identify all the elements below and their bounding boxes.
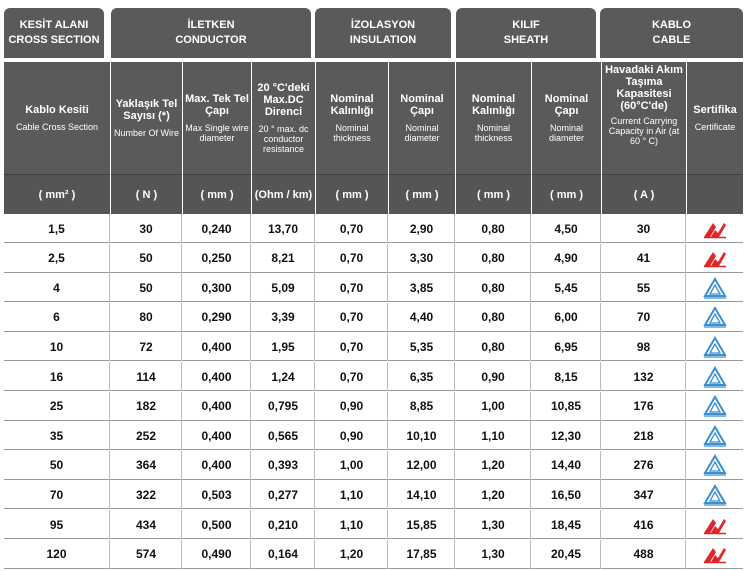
table-row	[4, 244, 743, 273]
column-header-sheath-thickness	[456, 62, 531, 214]
table-cell: 0,565	[252, 421, 315, 450]
table-cell: 0,277	[252, 480, 315, 509]
table-cell: 1,24	[252, 362, 315, 391]
table-cell: 0,90	[456, 362, 531, 391]
column-title: 20 °C'deki Max.DC Direnci	[257, 82, 310, 118]
blue-certificate-icon	[687, 421, 743, 450]
column-unit: ( mm² )	[4, 174, 110, 214]
table-cell: 50	[4, 451, 110, 480]
column-subtitle: Max Single wire diameter	[185, 123, 249, 143]
column-title: Sertifika	[693, 104, 737, 116]
table-cell: 6	[4, 303, 110, 332]
table-row	[4, 480, 743, 509]
table-cell: 55	[602, 273, 686, 302]
table-cell: 1,5	[4, 214, 110, 243]
column-unit: ( mm )	[183, 174, 251, 214]
table-cell: 95	[4, 510, 110, 539]
group-header-cross-section	[4, 8, 104, 58]
column-subtitle: Cable Cross Section	[15, 122, 99, 132]
table-cell: 0,250	[183, 244, 251, 273]
red-certificate-icon	[687, 214, 743, 243]
group-header-conductor	[111, 8, 311, 58]
table-cell: 0,70	[316, 303, 388, 332]
column-header-current-capacity	[602, 62, 686, 214]
table-cell: 0,240	[183, 214, 251, 243]
table-cell: 1,95	[252, 332, 315, 361]
table-cell: 0,795	[252, 392, 315, 421]
column-header-insulation-thickness	[316, 62, 388, 214]
table-cell: 1,20	[316, 540, 388, 569]
table-cell: 20,45	[532, 540, 601, 569]
table-cell: 322	[111, 480, 182, 509]
table-cell: 80	[111, 303, 182, 332]
red-certificate-icon	[687, 510, 743, 539]
table-cell: 132	[602, 362, 686, 391]
column-title: Max. Tek Tel Çapı	[185, 93, 249, 117]
table-cell: 1,10	[456, 421, 531, 450]
group-header-line2: INSULATION	[349, 34, 417, 46]
table-cell: 0,70	[316, 244, 388, 273]
table-cell: 0,490	[183, 540, 251, 569]
column-title: Yaklaşık Tel Sayısı (*)	[115, 98, 178, 122]
table-cell: 0,300	[183, 273, 251, 302]
table-cell: 70	[602, 303, 686, 332]
table-row	[4, 392, 743, 421]
table-cell: 14,10	[389, 480, 455, 509]
table-row	[4, 214, 743, 243]
table-cell: 0,400	[183, 451, 251, 480]
table-cell: 18,45	[532, 510, 601, 539]
table-cell: 4,50	[532, 214, 601, 243]
group-header-line2: CABLE	[652, 34, 691, 46]
column-header-row	[4, 62, 743, 214]
column-title: Nominal Kalınlığı	[471, 93, 516, 117]
column-title: Kablo Kesiti	[25, 104, 89, 116]
table-cell: 3,85	[389, 273, 455, 302]
table-cell: 10,85	[532, 392, 601, 421]
table-cell: 1,00	[316, 451, 388, 480]
table-cell: 98	[602, 332, 686, 361]
table-cell: 41	[602, 244, 686, 273]
table-cell: 30	[602, 214, 686, 243]
table-cell: 1,20	[456, 451, 531, 480]
group-header-cable	[600, 8, 743, 58]
table-cell: 0,80	[456, 214, 531, 243]
table-cell: 1,00	[456, 392, 531, 421]
table-cell: 8,85	[389, 392, 455, 421]
group-header-line1: KESİT ALANI	[19, 19, 89, 31]
table-cell: 218	[602, 421, 686, 450]
table-cell: 114	[111, 362, 182, 391]
column-unit: ( N )	[111, 174, 182, 214]
column-title: Nominal Çapı	[400, 93, 444, 117]
blue-certificate-icon	[687, 392, 743, 421]
table-row	[4, 362, 743, 391]
blue-certificate-icon	[687, 362, 743, 391]
table-row	[4, 510, 743, 539]
table-cell: 1,30	[456, 540, 531, 569]
table-cell: 14,40	[532, 451, 601, 480]
table-cell: 72	[111, 332, 182, 361]
table-cell: 2,90	[389, 214, 455, 243]
table-cell: 0,290	[183, 303, 251, 332]
blue-certificate-icon	[687, 451, 743, 480]
column-header-wire-count	[111, 62, 182, 214]
table-cell: 5,45	[532, 273, 601, 302]
column-subtitle: Nominal diameter	[548, 123, 584, 143]
table-cell: 5,35	[389, 332, 455, 361]
table-cell: 8,15	[532, 362, 601, 391]
table-cell: 0,80	[456, 303, 531, 332]
group-header-line1: KABLO	[651, 19, 692, 31]
column-subtitle: Current Carrying Capacity in Air (at 60 ° C)	[608, 116, 680, 146]
group-header-insulation	[315, 8, 451, 58]
table-cell: 252	[111, 421, 182, 450]
table-cell: 10	[4, 332, 110, 361]
table-cell: 574	[111, 540, 182, 569]
column-unit: ( mm )	[532, 174, 601, 214]
table-row	[4, 332, 743, 361]
table-cell: 0,400	[183, 392, 251, 421]
table-cell: 1,20	[456, 480, 531, 509]
table-cell: 176	[602, 392, 686, 421]
column-unit: ( A )	[602, 174, 686, 214]
table-cell: 0,70	[316, 362, 388, 391]
red-certificate-icon	[687, 540, 743, 569]
table-row	[4, 451, 743, 480]
table-cell: 1,30	[456, 510, 531, 539]
column-unit: (Ohm / km)	[252, 174, 315, 214]
table-cell: 30	[111, 214, 182, 243]
table-cell: 8,21	[252, 244, 315, 273]
table-row	[4, 303, 743, 332]
table-cell: 3,39	[252, 303, 315, 332]
table-cell: 0,90	[316, 392, 388, 421]
table-cell: 4,90	[532, 244, 601, 273]
column-unit: ( mm )	[456, 174, 531, 214]
blue-certificate-icon	[687, 303, 743, 332]
group-header-line2: CONDUCTOR	[175, 34, 247, 46]
column-header-certificate	[687, 62, 743, 214]
table-cell: 0,80	[456, 332, 531, 361]
column-subtitle: 20 ° max. dc conductor resistance	[258, 124, 309, 154]
table-cell: 12,30	[532, 421, 601, 450]
table-cell: 0,400	[183, 362, 251, 391]
table-cell: 0,500	[183, 510, 251, 539]
column-unit: ( mm )	[316, 174, 388, 214]
group-header-line2: SHEATH	[503, 34, 549, 46]
table-cell: 488	[602, 540, 686, 569]
table-cell: 0,70	[316, 332, 388, 361]
table-cell: 15,85	[389, 510, 455, 539]
table-cell: 0,70	[316, 214, 388, 243]
table-cell: 6,95	[532, 332, 601, 361]
column-subtitle: Certificate	[694, 122, 736, 132]
column-title: Nominal Kalınlığı	[330, 93, 374, 117]
table-cell: 2,5	[4, 244, 110, 273]
table-cell: 0,80	[456, 244, 531, 273]
group-header-line1: İLETKEN	[187, 19, 235, 31]
table-cell: 1,10	[316, 480, 388, 509]
column-subtitle: Nominal diameter	[404, 123, 440, 143]
table-cell: 70	[4, 480, 110, 509]
table-cell: 35	[4, 421, 110, 450]
group-header-line2: CROSS SECTION	[8, 34, 100, 46]
table-cell: 1,10	[316, 510, 388, 539]
table-cell: 276	[602, 451, 686, 480]
table-cell: 0,70	[316, 273, 388, 302]
group-header-line1: İZOLASYON	[350, 19, 416, 31]
table-cell: 50	[111, 273, 182, 302]
table-cell: 13,70	[252, 214, 315, 243]
column-unit: ( mm )	[389, 174, 455, 214]
table-cell: 6,00	[532, 303, 601, 332]
table-cell: 416	[602, 510, 686, 539]
red-certificate-icon	[687, 244, 743, 273]
table-cell: 0,400	[183, 421, 251, 450]
table-cell: 16,50	[532, 480, 601, 509]
column-header-wire-diameter	[183, 62, 251, 214]
column-subtitle: Nominal thickness	[333, 123, 371, 143]
column-header-sheath-diameter	[532, 62, 601, 214]
table-cell: 3,30	[389, 244, 455, 273]
column-subtitle: Nominal thickness	[474, 123, 513, 143]
table-cell: 6,35	[389, 362, 455, 391]
group-header-line1: KILIF	[512, 19, 540, 31]
table-cell: 364	[111, 451, 182, 480]
column-subtitle: Number Of Wire	[113, 128, 179, 138]
table-row	[4, 421, 743, 450]
table-row	[4, 273, 743, 302]
table-cell: 50	[111, 244, 182, 273]
table-cell: 12,00	[389, 451, 455, 480]
table-cell: 0,400	[183, 332, 251, 361]
column-header-insulation-diameter	[389, 62, 455, 214]
table-cell: 0,90	[316, 421, 388, 450]
table-cell: 4	[4, 273, 110, 302]
column-header-cross-section	[4, 62, 110, 214]
table-cell: 0,393	[252, 451, 315, 480]
table-cell: 5,09	[252, 273, 315, 302]
column-title: Nominal Çapı	[544, 93, 589, 117]
column-unit	[687, 174, 743, 214]
table-cell: 347	[602, 480, 686, 509]
table-row	[4, 540, 743, 569]
blue-certificate-icon	[687, 273, 743, 302]
column-title: Havadaki Akım Taşıma Kapasitesi (60°C'de)	[605, 64, 683, 112]
table-cell: 4,40	[389, 303, 455, 332]
group-header-sheath	[456, 8, 596, 58]
table-cell: 10,10	[389, 421, 455, 450]
table-cell: 16	[4, 362, 110, 391]
table-cell: 120	[4, 540, 110, 569]
blue-certificate-icon	[687, 480, 743, 509]
table-cell: 182	[111, 392, 182, 421]
table-cell: 0,503	[183, 480, 251, 509]
table-cell: 434	[111, 510, 182, 539]
blue-certificate-icon	[687, 332, 743, 361]
table-cell: 25	[4, 392, 110, 421]
table-cell: 0,164	[252, 540, 315, 569]
column-header-dc-resistance	[252, 62, 315, 214]
table-cell: 17,85	[389, 540, 455, 569]
table-cell: 0,210	[252, 510, 315, 539]
table-cell: 0,80	[456, 273, 531, 302]
